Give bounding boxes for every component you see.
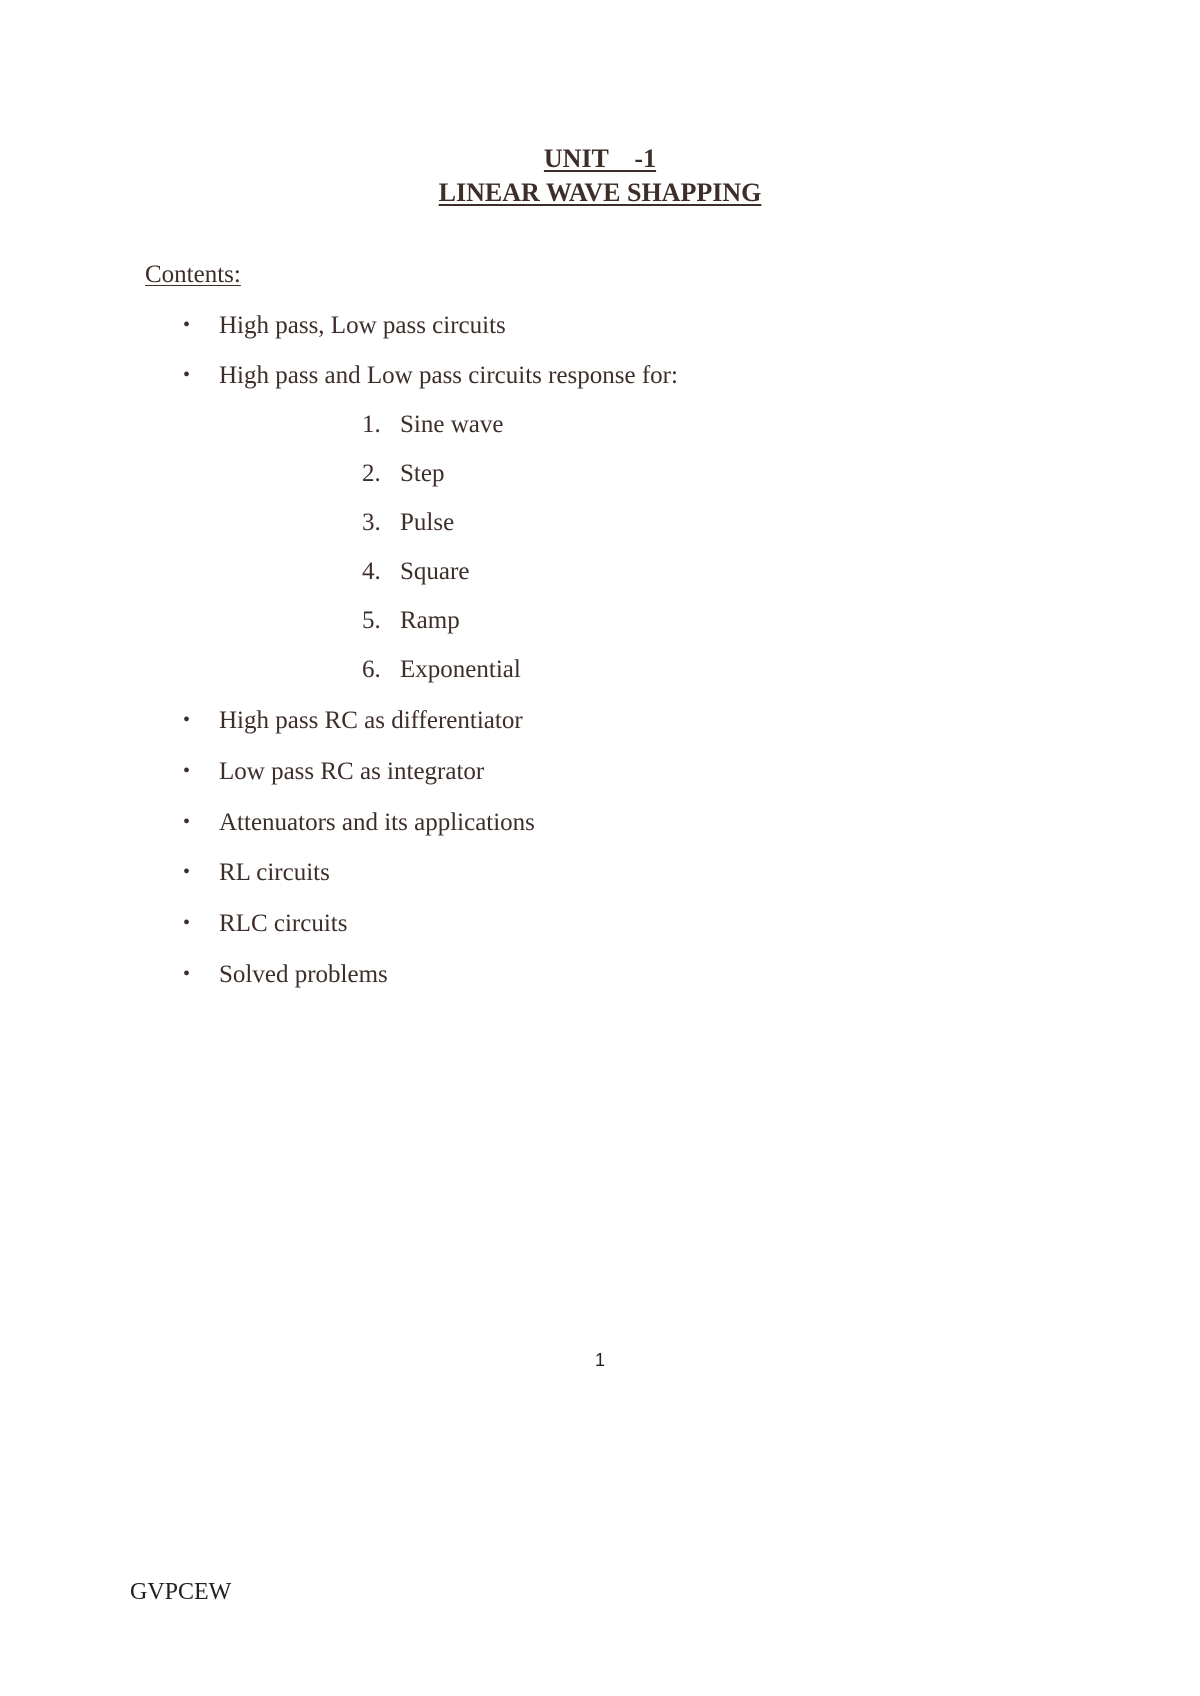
bullet-icon: • xyxy=(183,709,191,731)
numbered-item xyxy=(362,410,503,440)
unit-heading: UNIT -1 xyxy=(543,144,657,173)
contents-heading: Contents: xyxy=(145,261,241,288)
item-text: Sine wave xyxy=(400,411,504,438)
list-item xyxy=(183,857,330,888)
item-number: 1. xyxy=(362,411,381,438)
list-item xyxy=(183,360,678,391)
bullet-icon: • xyxy=(183,314,191,336)
list-item xyxy=(183,756,484,787)
item-number: 5. xyxy=(362,607,381,634)
numbered-item xyxy=(362,606,460,636)
bullet-icon: • xyxy=(183,811,191,833)
list-item-text: RL circuits xyxy=(219,859,330,886)
numbered-item xyxy=(362,557,469,587)
bullet-icon: • xyxy=(183,963,191,985)
bullet-icon: • xyxy=(183,912,191,934)
list-item-text: High pass RC as differentiator xyxy=(219,707,523,734)
list-item-text: Low pass RC as integrator xyxy=(219,758,485,785)
list-item-text: High pass, Low pass circuits xyxy=(219,312,506,339)
list-item xyxy=(183,908,347,939)
item-number: 6. xyxy=(362,656,381,683)
list-item xyxy=(183,959,388,990)
item-text: Ramp xyxy=(400,607,460,634)
item-text: Exponential xyxy=(400,656,521,683)
item-number: 3. xyxy=(362,509,381,536)
footer-label: GVPCEW xyxy=(130,1579,232,1605)
title-block xyxy=(0,143,1200,209)
page-number: 1 xyxy=(594,1350,605,1370)
list-item xyxy=(183,310,506,341)
list-item-text: High pass and Low pass circuits response for: xyxy=(219,362,678,389)
list-item-text: RLC circuits xyxy=(219,910,348,937)
numbered-item xyxy=(362,459,444,489)
item-number: 4. xyxy=(362,558,381,585)
list-item-text: Solved problems xyxy=(219,961,388,988)
page-title: LINEAR WAVE SHAPPING xyxy=(438,178,762,207)
item-text: Pulse xyxy=(400,509,455,536)
item-text: Step xyxy=(400,460,445,487)
bullet-icon: • xyxy=(183,364,191,386)
list-item-text: Attenuators and its applications xyxy=(219,809,535,836)
item-number: 2. xyxy=(362,460,381,487)
bullet-icon: • xyxy=(183,861,191,883)
item-text: Square xyxy=(400,558,470,585)
numbered-item xyxy=(362,655,521,685)
bullet-icon: • xyxy=(183,760,191,782)
list-item xyxy=(183,705,523,736)
numbered-item xyxy=(362,508,454,538)
list-item xyxy=(183,807,535,838)
